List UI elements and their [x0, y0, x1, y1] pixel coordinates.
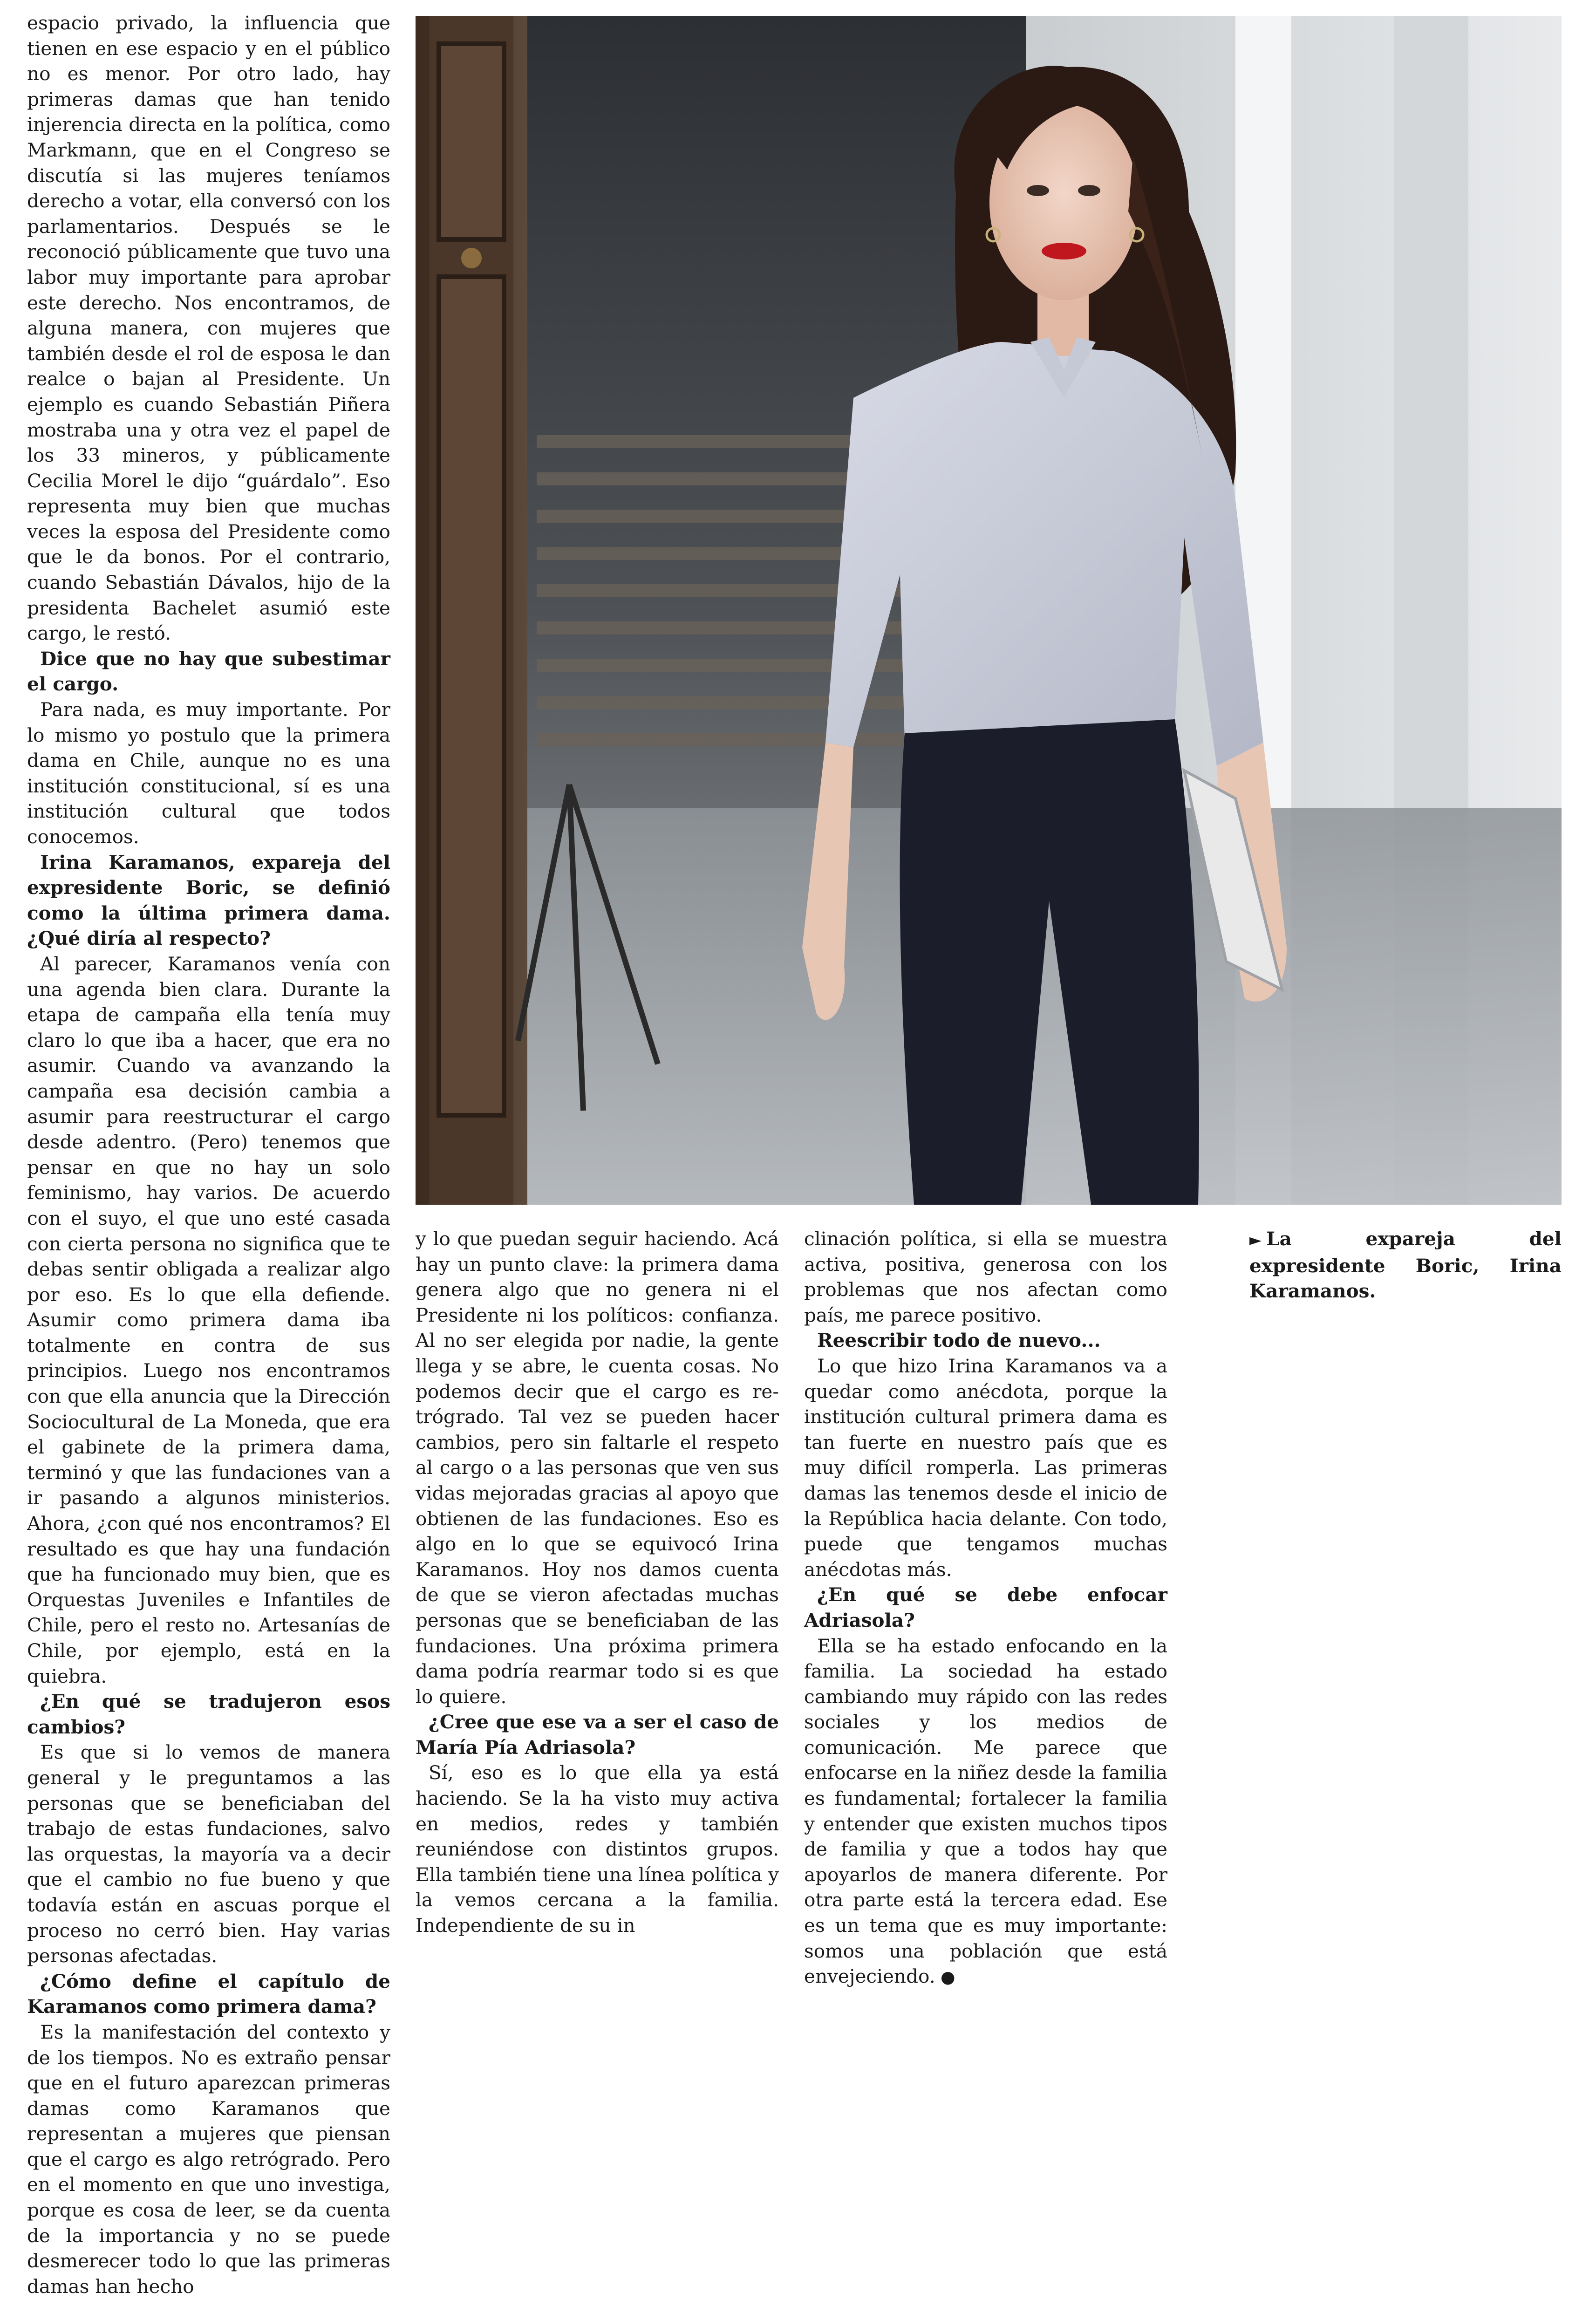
interview-question: Reescribir todo de nuevo... — [817, 1329, 1101, 1352]
interview-question: ¿Cómo define el capítulo de Karamanos como primera dama? — [27, 1970, 390, 2018]
body-paragraph: Ella se ha estado enfocando en la familia. La sociedad ha estado cambiando muy rápido con las redes sociales y los medios de comunicación. Me parece que enfocarse en la niñez desde la familia es fundamental; fortalecer la familia y entender que existen muchos tipos de familia y que a todos hay que apoyarlos de manera diferente. Por otra parte está la tercera edad. Ese es un tema que es muy importante: somos una población que está envejeciendo. ● — [804, 1634, 1167, 1988]
interview-question: ¿En qué se tradujeron esos cambios? — [27, 1690, 390, 1738]
body-paragraph: Sí, eso es lo que ella ya está haciendo. Se la ha visto muy activa en medios, redes y también reuniéndose con distintos grupos. Ella también tiene una línea política y la vemos cercana a la familia. Independiente de su in — [416, 1761, 779, 1937]
portrait-photo — [416, 16, 1562, 1205]
photo-illustration — [416, 16, 1562, 1205]
interview-question: Dice que no hay que subestimar el cargo. — [27, 647, 390, 696]
article-column-2 — [416, 1226, 779, 1938]
body-paragraph: Es la manifestación del contexto y de los tiempos. No es extraño pensar que en el futuro aparezcan primeras damas como Karamanos que representan a mujeres que piensan que el cargo es algo retrógrado. Pero en el momento en que uno investiga, porque es cosa de leer, se da cuenta de la importancia y no se puede desmerecer todo lo que las primeras damas han hecho — [27, 2020, 390, 2298]
interview-question: ¿En qué se debe enfocar Adriasola? — [804, 1583, 1167, 1631]
article-column-3 — [804, 1226, 1167, 1991]
body-paragraph: clinación política, si ella se muestra activa, positiva, generosa con los problemas que nos afectan como país, me parece positivo. — [804, 1228, 1167, 1326]
caption-marker-icon: ► — [1249, 1231, 1262, 1249]
body-paragraph: Es que si lo vemos de manera general y le preguntamos a las personas que se beneficiaban del trabajo de estas fundaciones, salvo las orquestas, la mayoría va a decir que el cambio no fue bueno y que todavía están en ascuas porque el proceso no cerró bien. Hay varias personas afectadas. — [27, 1741, 390, 1967]
body-paragraph: Lo que hizo Irina Karamanos va a quedar como anécdota, porque la institución cultural primera dama es tan fuerte en nuestro país que es muy difícil romperla. Las primeras damas las tenemos desde el inicio de la República hacia delante. Con todo, puede que tengamos muchas anécdotas más. — [804, 1354, 1167, 1581]
body-paragraph: y lo que puedan seguir haciendo. Acá hay un punto clave: la primera dama genera algo que no genera ni el Presidente ni los políticos: confianza. Al no ser elegida por nadie, la gente llega y se abre, le cuenta cosas. No podemos decir que el cargo es retrógrado. Tal vez se pueden hacer cambios, pero sin faltarle el respeto al cargo o a las personas que ven sus vidas mejoradas gracias al apoyo que obtienen de las fundaciones. Eso es algo en lo que se equivocó Irina Karamanos. Hoy nos damos cuenta de que se vieron afectadas muchas personas que se beneficiaban de las fundaciones. Una próxima primera dama podría rearmar todo si es que lo quiere. — [416, 1228, 779, 1708]
photo-caption — [1249, 1226, 1562, 1304]
end-mark-icon: ● — [935, 1968, 955, 1987]
caption-text: La expareja del expresidente Boric, Irina Karamanos. — [1249, 1228, 1562, 1303]
interview-question: ¿Cree que ese va a ser el caso de María Pía Adriasola? — [416, 1711, 779, 1759]
body-paragraph: Para nada, es muy importante. Por lo mismo yo postulo que la primera dama en Chile, aunque no es una institución constitucional, sí es una institución cultural que todos conocemos. — [27, 698, 390, 848]
body-paragraph: espacio privado, la influencia que tienen en ese espacio y en el público no es menor. Por otro lado, hay primeras damas que han tenido injerencia directa en la política, como Markmann, que en el Congreso se discutía si las mujeres teníamos derecho a votar, ella conversó con los parlamentarios. Después se le reconoció públicamente que tuvo una labor muy importante para aprobar este derecho. Nos encontramos, de alguna manera, con mujeres que también desde el rol de esposa le dan realce o bajan al Presidente. Un ejemplo es cuando Sebastián Piñera mostraba una y otra vez el papel de los 33 mineros, y públicamente Cecilia Morel le dijo “guárdalo”. Eso representa muy bien que muchas veces la esposa del Presidente como que le da bonos. Por el contrario, cuando Sebastián Dávalos, hijo de la presidenta Bachelet asumió este cargo, le restó. — [27, 12, 390, 645]
body-paragraph: Al parecer, Karamanos venía con una agenda bien clara. Durante la etapa de campaña ella tenía muy claro lo que iba a hacer, que era no asumir. Cuando va avanzando la campaña esa decisión cambia a asumir para reestructurar el cargo desde adentro. (Pero) tenemos que pensar en que no hay un solo feminismo, hay varios. De acuerdo con el suyo, el que uno esté casada con cierta persona no significa que te debas sentir obligada a realizar algo por eso. Es lo que ella defiende. Asumir como primera dama iba totalmente en contra de sus principios. Luego nos encontramos con que ella anuncia que la Dirección Sociocultural de La Moneda, que era el gabinete de la primera dama, terminó y que las fundaciones van a ir pasando a algunos ministerios. Ahora, ¿con qué nos encontramos? El resultado es que hay una fundación que ha funcionado muy bien, que es Orquestas Juveniles e Infantiles de Chile, pero el resto no. Artesanías de Chile, por ejemplo, está en la quiebra. — [27, 952, 390, 1687]
interview-question: Irina Karamanos, expareja del expresidente Boric, se definió como la última primera dama. ¿Qué diría al respecto? — [27, 851, 390, 950]
article-column-1 — [27, 10, 390, 2299]
